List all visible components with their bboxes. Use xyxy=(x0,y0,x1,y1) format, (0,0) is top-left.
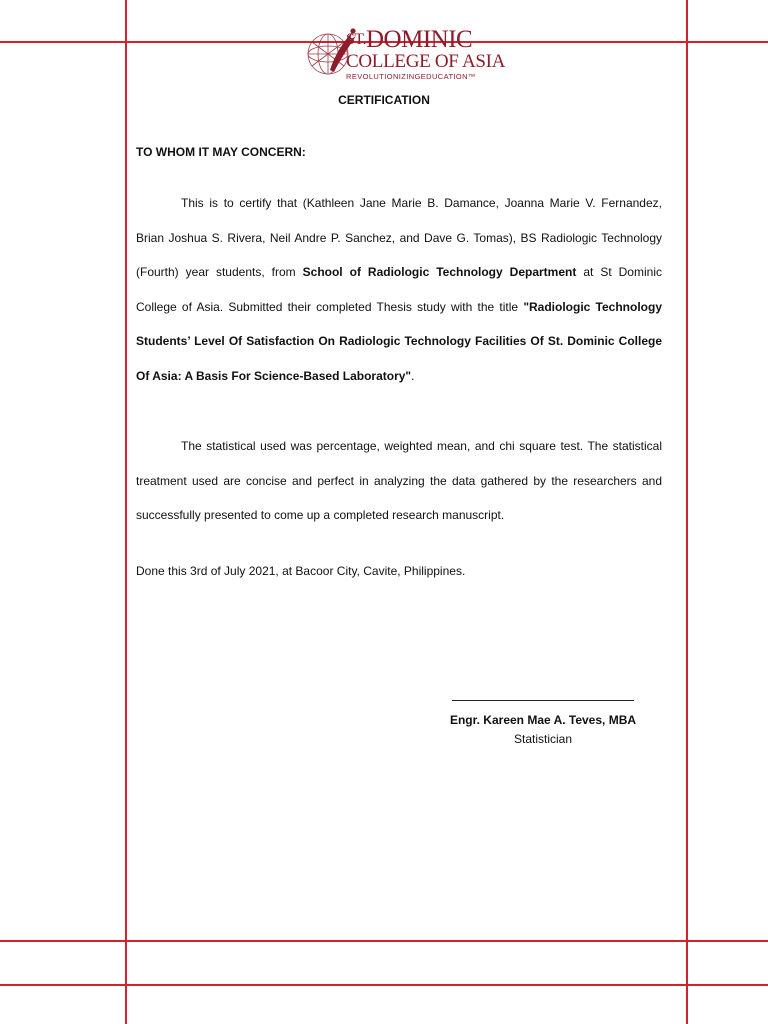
left-margin-line xyxy=(125,0,127,1024)
signatory-name: Engr. Kareen Mae A. Teves, MBA xyxy=(449,713,637,727)
paragraph-2-text: The statistical used was percentage, weighted mean, and chi square test. The statistical treatment used are concise and perfect in analyzing the data gathered by the researchers and successfully presented to come up a completed research manuscript. xyxy=(136,439,662,522)
bottom-margin-line xyxy=(0,940,768,942)
signatory-role: Statistician xyxy=(513,732,573,746)
paragraph-1-middle: at St Dominic College of Asia. Submitted their completed Thesis study with the title xyxy=(136,265,662,314)
done-date-line: Done this 3rd of July 2021, at Bacoor City, Cavite, Philippines. xyxy=(136,564,466,578)
paragraph-1-intro: This is to certify that (Kathleen Jane Marie B. Damance, Joanna Marie V. Fernandez, Brian Joshua S. Rivera, Neil Andre P. Sanchez, and Dave G. Tomas), BS Radiologic Technology (Fourth) year students, from xyxy=(136,196,662,279)
college-logo xyxy=(346,28,505,82)
statistics-paragraph xyxy=(136,429,662,533)
signature-line xyxy=(452,700,634,701)
right-margin-line xyxy=(686,0,688,1024)
salutation: TO WHOM IT MAY CONCERN: xyxy=(136,145,306,159)
logo-st-prefix: ST. xyxy=(346,31,366,48)
logo-tagline: REVOLUTIONIZINGEDUCATION™ xyxy=(346,72,476,81)
thesis-title: "Radiologic Technology Students’ Level Of Satisfaction On Radiologic Technology Facilities Of St. Dominic College Of Asia: A Basis For Science-Based Laboratory" xyxy=(136,299,662,383)
certification-paragraph xyxy=(136,186,662,393)
logo-line-1: DOMINIC xyxy=(365,26,473,53)
paragraph-1-end: . xyxy=(411,368,415,383)
logo-line-2: COLLEGE OF ASIA xyxy=(346,51,506,72)
department-name: School of Radiologic Technology Department xyxy=(302,265,577,279)
footer-margin-line xyxy=(0,984,768,986)
document-title: CERTIFICATION xyxy=(338,93,430,107)
